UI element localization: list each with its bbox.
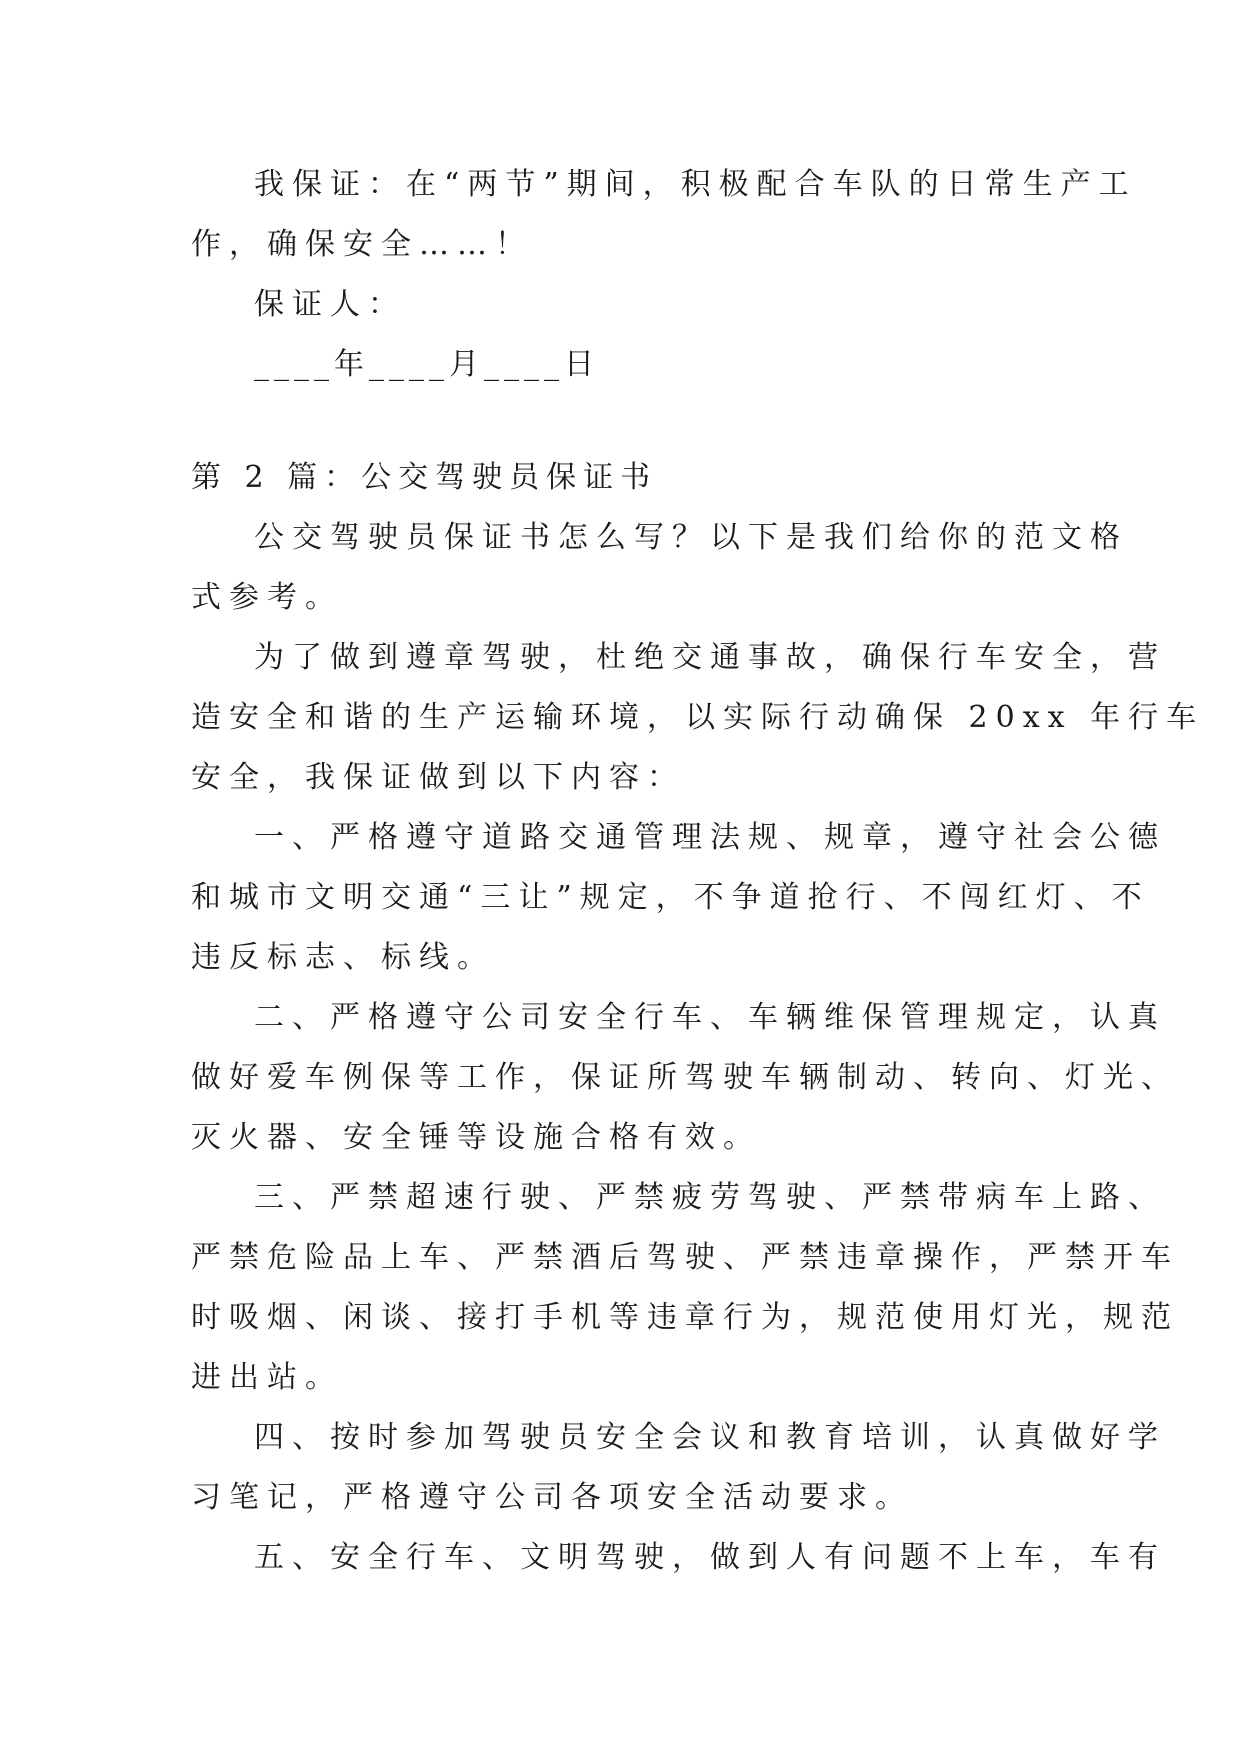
paragraph-line: 五、安全行车、文明驾驶，做到人有问题不上车，车有 xyxy=(254,1540,1166,1575)
paragraph-line: 做好爱车例保等工作，保证所驾驶车辆制动、转向、灯光、 xyxy=(191,1060,1179,1095)
date-line: ____年____月____日 xyxy=(254,347,599,382)
paragraph-line: 四、按时参加驾驶员安全会议和教育培训，认真做好学 xyxy=(254,1420,1166,1455)
paragraph-line: 进出站。 xyxy=(191,1360,343,1395)
paragraph-line: 三、严禁超速行驶、严禁疲劳驾驶、严禁带病车上路、 xyxy=(254,1180,1166,1215)
paragraph-line: 造安全和谐的生产运输环境，以实际行动确保 20xx 年行车 xyxy=(191,700,1205,735)
paragraph-line: 我保证：在“两节”期间，积极配合车队的日常生产工 xyxy=(254,167,1137,202)
paragraph-line: 作，确保安全……！ xyxy=(191,227,533,262)
paragraph-line: 一、严格遵守道路交通管理法规、规章，遵守社会公德 xyxy=(254,820,1166,855)
paragraph-line: 公交驾驶员保证书怎么写？以下是我们给你的范文格 xyxy=(254,520,1128,555)
paragraph-line: 为了做到遵章驾驶，杜绝交通事故，确保行车安全，营 xyxy=(254,640,1166,675)
signature-label: 保证人： xyxy=(254,287,406,322)
paragraph-line: 时吸烟、闲谈、接打手机等违章行为，规范使用灯光，规范 xyxy=(191,1300,1179,1335)
paragraph-line: 二、严格遵守公司安全行车、车辆维保管理规定，认真 xyxy=(254,1000,1166,1035)
paragraph-line: 违反标志、标线。 xyxy=(191,940,495,975)
section-heading: 第 2 篇：公交驾驶员保证书 xyxy=(191,460,658,495)
paragraph-line: 和城市文明交通“三让”规定，不争道抢行、不闯红灯、不 xyxy=(191,880,1150,915)
paragraph-line: 灭火器、安全锤等设施合格有效。 xyxy=(191,1120,761,1155)
paragraph-line: 习笔记，严格遵守公司各项安全活动要求。 xyxy=(191,1480,913,1515)
paragraph-line: 式参考。 xyxy=(191,580,343,615)
paragraph-line: 严禁危险品上车、严禁酒后驾驶、严禁违章操作，严禁开车 xyxy=(191,1240,1179,1275)
paragraph-line: 安全，我保证做到以下内容： xyxy=(191,760,685,795)
